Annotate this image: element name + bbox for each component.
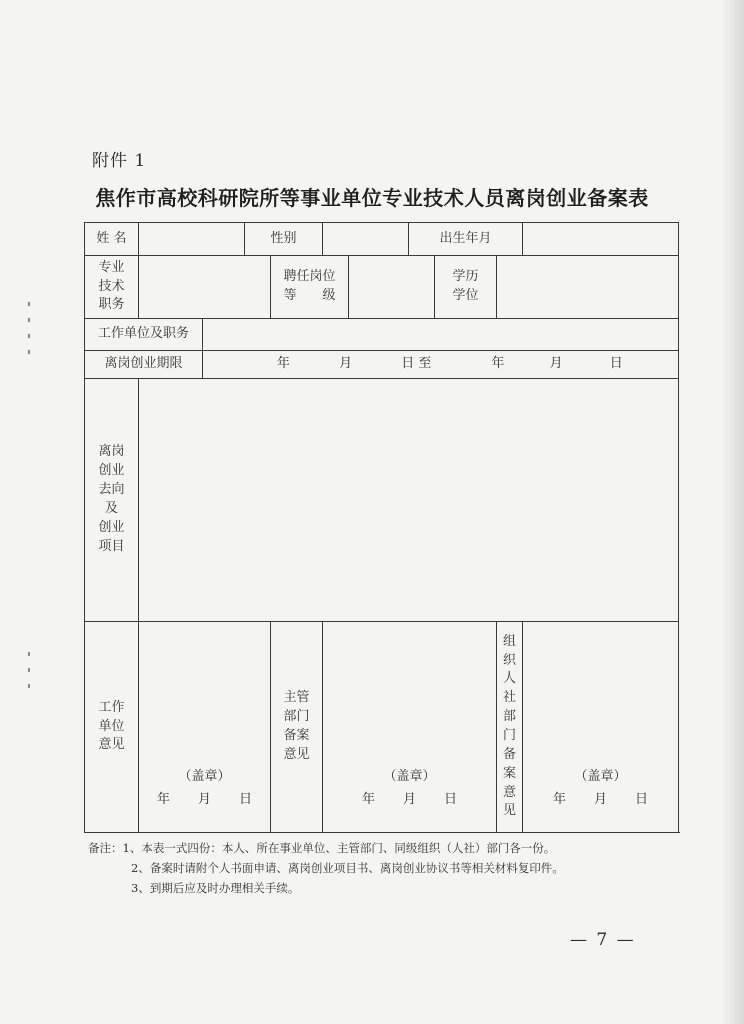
note-line: 3、到期后应及时办理相关手续。 [131,881,300,895]
period-day-to: 日 至 [401,356,432,372]
workplace-field[interactable] [203,319,679,351]
direction-label-line: 创业 [98,463,125,479]
dept-opinion-field[interactable] [323,622,497,833]
direction-label-line: 及 [104,501,118,516]
direction-label-line: 离岗 [98,444,125,460]
hr-opinion-label [497,622,523,833]
post-grade-label-line: 聘任岗位 [283,269,336,285]
period-month-end: 月 [549,356,563,372]
unit-date-day: 日 [239,792,253,808]
direction-field[interactable] [139,379,679,622]
unit-opinion-field[interactable] [139,622,271,833]
filing-form-table [84,222,679,833]
education-label [435,256,497,319]
dept-opinion-label-line: 意见 [283,746,310,762]
note-line: 2、备案时请附个人书面申请、离岗创业项目书、离岗创业协议书等相关材料复印件。 [131,861,564,875]
hr-opinion-label-line: 组织 [503,633,517,668]
page-number: — 7 — [570,930,636,950]
hr-opinion-label-line: 人社 [503,671,517,706]
direction-label [85,379,139,622]
gender-field[interactable] [323,223,409,256]
period-year-start: 年 [277,356,291,372]
tech-title-field[interactable] [139,256,271,319]
dept-date [323,791,496,810]
dept-opinion-label [271,622,323,833]
birth-field[interactable] [523,223,679,256]
hr-opinion-label-line: 意见 [503,784,517,819]
birth-label: 出生年月 [409,223,523,256]
tech-title-label-line: 专业 [98,259,125,275]
tech-title-label [85,256,139,319]
gender-label: 性别 [245,223,323,256]
hr-date [523,791,678,810]
tech-title-label-line: 职务 [98,297,125,313]
education-label-line: 学历 [452,269,479,285]
direction-label-line: 项目 [98,538,125,554]
direction-label-line: 创业 [98,519,125,535]
period-year-end: 年 [491,356,505,372]
dept-opinion-label-line: 主管 [283,690,310,706]
binding-marks-lower [26,640,32,688]
unit-opinion-label-line: 单位 [98,718,125,734]
attachment-label: 附件 1 [92,151,147,171]
unit-date-month: 月 [197,792,211,808]
post-grade-label [271,256,349,319]
education-label-line: 学位 [452,288,479,303]
notes-block [88,838,688,898]
hr-opinion-label-line: 备案 [503,746,517,781]
education-field[interactable] [497,256,679,319]
tech-title-label-line: 技术 [98,278,125,294]
hr-opinion-label-line: 部门 [503,709,517,743]
dept-date-year: 年 [361,792,375,808]
scan-edge [722,0,744,1024]
dept-date-day: 日 [444,792,458,808]
period-month-start: 月 [339,356,353,372]
post-grade-label-line: 等 级 [283,288,336,303]
unit-seal-text: （盖章） [178,769,231,785]
hr-opinion-field[interactable] [523,622,679,833]
period-field[interactable] [203,351,679,379]
period-day-end: 日 [609,356,623,372]
unit-date [139,791,270,810]
dept-opinion-label-line: 部门 [283,709,310,725]
dept-opinion-label-line: 备案 [283,728,310,743]
name-field[interactable] [139,223,245,256]
dept-seal-text: （盖章） [383,769,436,785]
form-title: 焦作市高校科研院所等事业单位专业技术人员离岗创业备案表 [95,186,649,210]
name-label: 姓 名 [85,223,139,256]
unit-opinion-label-line: 意见 [98,737,125,753]
hr-date-day: 日 [635,792,649,808]
unit-date-year: 年 [156,792,170,808]
direction-label-line: 去向 [98,482,125,498]
hr-date-year: 年 [552,792,566,808]
post-grade-field[interactable] [349,256,435,319]
note-line: 备注：1、本表一式四份：本人、所在事业单位、主管部门、同级组织（人社）部门各一份。 [88,841,556,855]
unit-opinion-label [85,622,139,833]
period-label: 离岗创业期限 [85,351,203,379]
workplace-label: 工作单位及职务 [85,319,203,351]
unit-opinion-label-line: 工作 [98,699,125,715]
hr-seal-text: （盖章） [574,769,627,785]
dept-date-month: 月 [403,792,417,808]
binding-marks-upper [26,290,32,354]
hr-date-month: 月 [594,792,608,808]
